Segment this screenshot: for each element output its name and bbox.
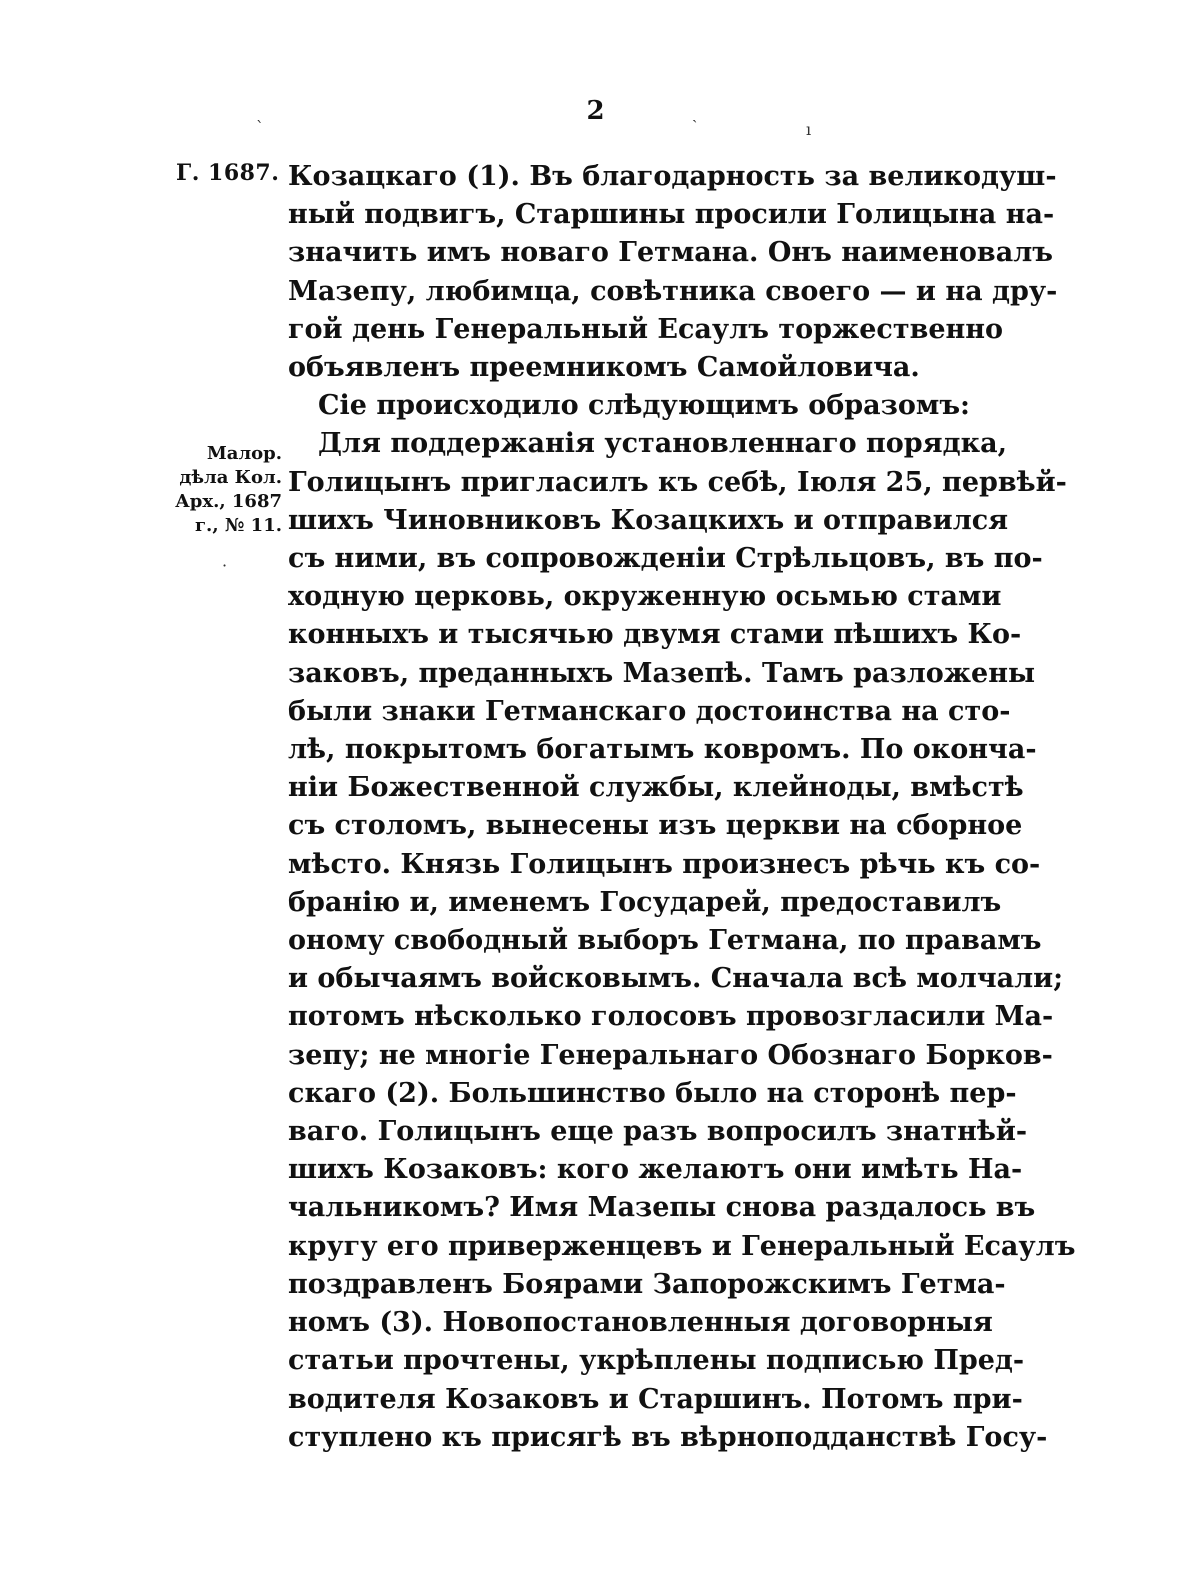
text-line: зепу; не многіе Генеральнаго Обознаго Борков- (288, 1039, 1053, 1071)
text-line: ный подвигъ, Старшины просили Голицына на- (288, 199, 1055, 231)
margin-note-line: Малор. (206, 443, 282, 464)
text-line: ступлено къ присягѣ въ вѣрноподданствѣ Госу- (288, 1421, 1048, 1453)
text-line: Сіе происходило слѣдующимъ образомъ: (318, 390, 971, 422)
text-line: поздравленъ Боярами Запорожскимъ Гетма- (288, 1268, 1006, 1300)
text-line: водителя Козаковъ и Старшинъ. Потомъ при- (288, 1383, 1023, 1415)
text-line: шихъ Чиновниковъ Козацкихъ и отправился (288, 504, 1009, 536)
margin-note-line: г., № 11. (195, 515, 282, 536)
text-line: Мазепу, любимца, совѣтника своего — и на дру- (288, 275, 1058, 307)
margin-note (160, 442, 282, 538)
text-line: оному свободный выборъ Гетмана, по правамъ (288, 925, 1042, 957)
text-line: были знаки Гетманскаго достоинства на сто- (288, 695, 1011, 727)
margin-note-line: Арх., 1687 (175, 491, 282, 512)
text-line: шихъ Козаковъ: кого желаютъ они имѣть На- (288, 1154, 1023, 1186)
text-line: номъ (3). Новопостановленныя договорныя (288, 1307, 993, 1339)
page-number: 2 (586, 96, 605, 126)
margin-note-line: дѣла Кол. (179, 467, 282, 488)
text-line: Козацкаго (1). Въ благодарность за великодуш- (288, 161, 1057, 192)
text-line: ваго. Голицынъ еще разъ вопросилъ знатнѣй- (288, 1116, 1028, 1148)
text-line: съ ними, въ сопровожденіи Стрѣльцовъ, въ по- (288, 543, 1043, 575)
text-line: лѣ, покрытомъ богатымъ ковромъ. По оконча- (288, 734, 1037, 766)
text-line: гой день Генеральный Есаулъ торжественно (288, 313, 1004, 345)
text-line: Для поддержанія установленнаго порядка, (318, 428, 1007, 460)
text-line: бранію и, именемъ Государей, предоставилъ (288, 886, 1002, 918)
text-line: конныхъ и тысячью двумя стами пѣшихъ Ко- (288, 619, 1022, 651)
text-line: Голицынъ пригласилъ къ себѣ, Іюля 25, первѣй- (288, 466, 1067, 498)
text-line: кругу его приверженцевъ и Генеральный Есаулъ (288, 1230, 1076, 1262)
text-line: мѣсто. Князь Голицынъ произнесъ рѣчь къ со- (288, 848, 1041, 880)
text-line: съ столомъ, вынесены изъ церкви на сборное (288, 810, 1023, 842)
margin-year: Г. 1687. (176, 160, 280, 186)
text-line: значить имъ новаго Гетмана. Онъ наименовалъ (288, 237, 1053, 269)
text-line: скаго (2). Большинство было на сторонѣ пер- (288, 1077, 1017, 1109)
text-line: потомъ нѣсколько голосовъ провозгласили Ма- (288, 1001, 1054, 1033)
text-line: ніи Божественной службы, клейноды, вмѣстѣ (288, 772, 1024, 804)
speck-mark: ı (806, 120, 812, 139)
text-line: ходную церковь, окруженную осьмью стами (288, 581, 1002, 613)
text-line: заковъ, преданныхъ Мазепѣ. Тамъ разложены (288, 657, 1036, 689)
body-text (288, 158, 1076, 1457)
text-line: и обычаямъ войсковымъ. Сначала всѣ молчали; (288, 963, 1064, 995)
speck-mark: · (222, 556, 228, 575)
text-line: чальникомъ? Имя Мазепы снова раздалось въ (288, 1192, 1036, 1224)
text-line: объявленъ преемникомъ Самойловича. (288, 352, 920, 384)
text-line: статьи прочтены, укрѣплены подписью Пред- (288, 1345, 1025, 1377)
speck-mark: ˏ (692, 104, 698, 123)
speck-mark: ˋ (256, 118, 264, 137)
